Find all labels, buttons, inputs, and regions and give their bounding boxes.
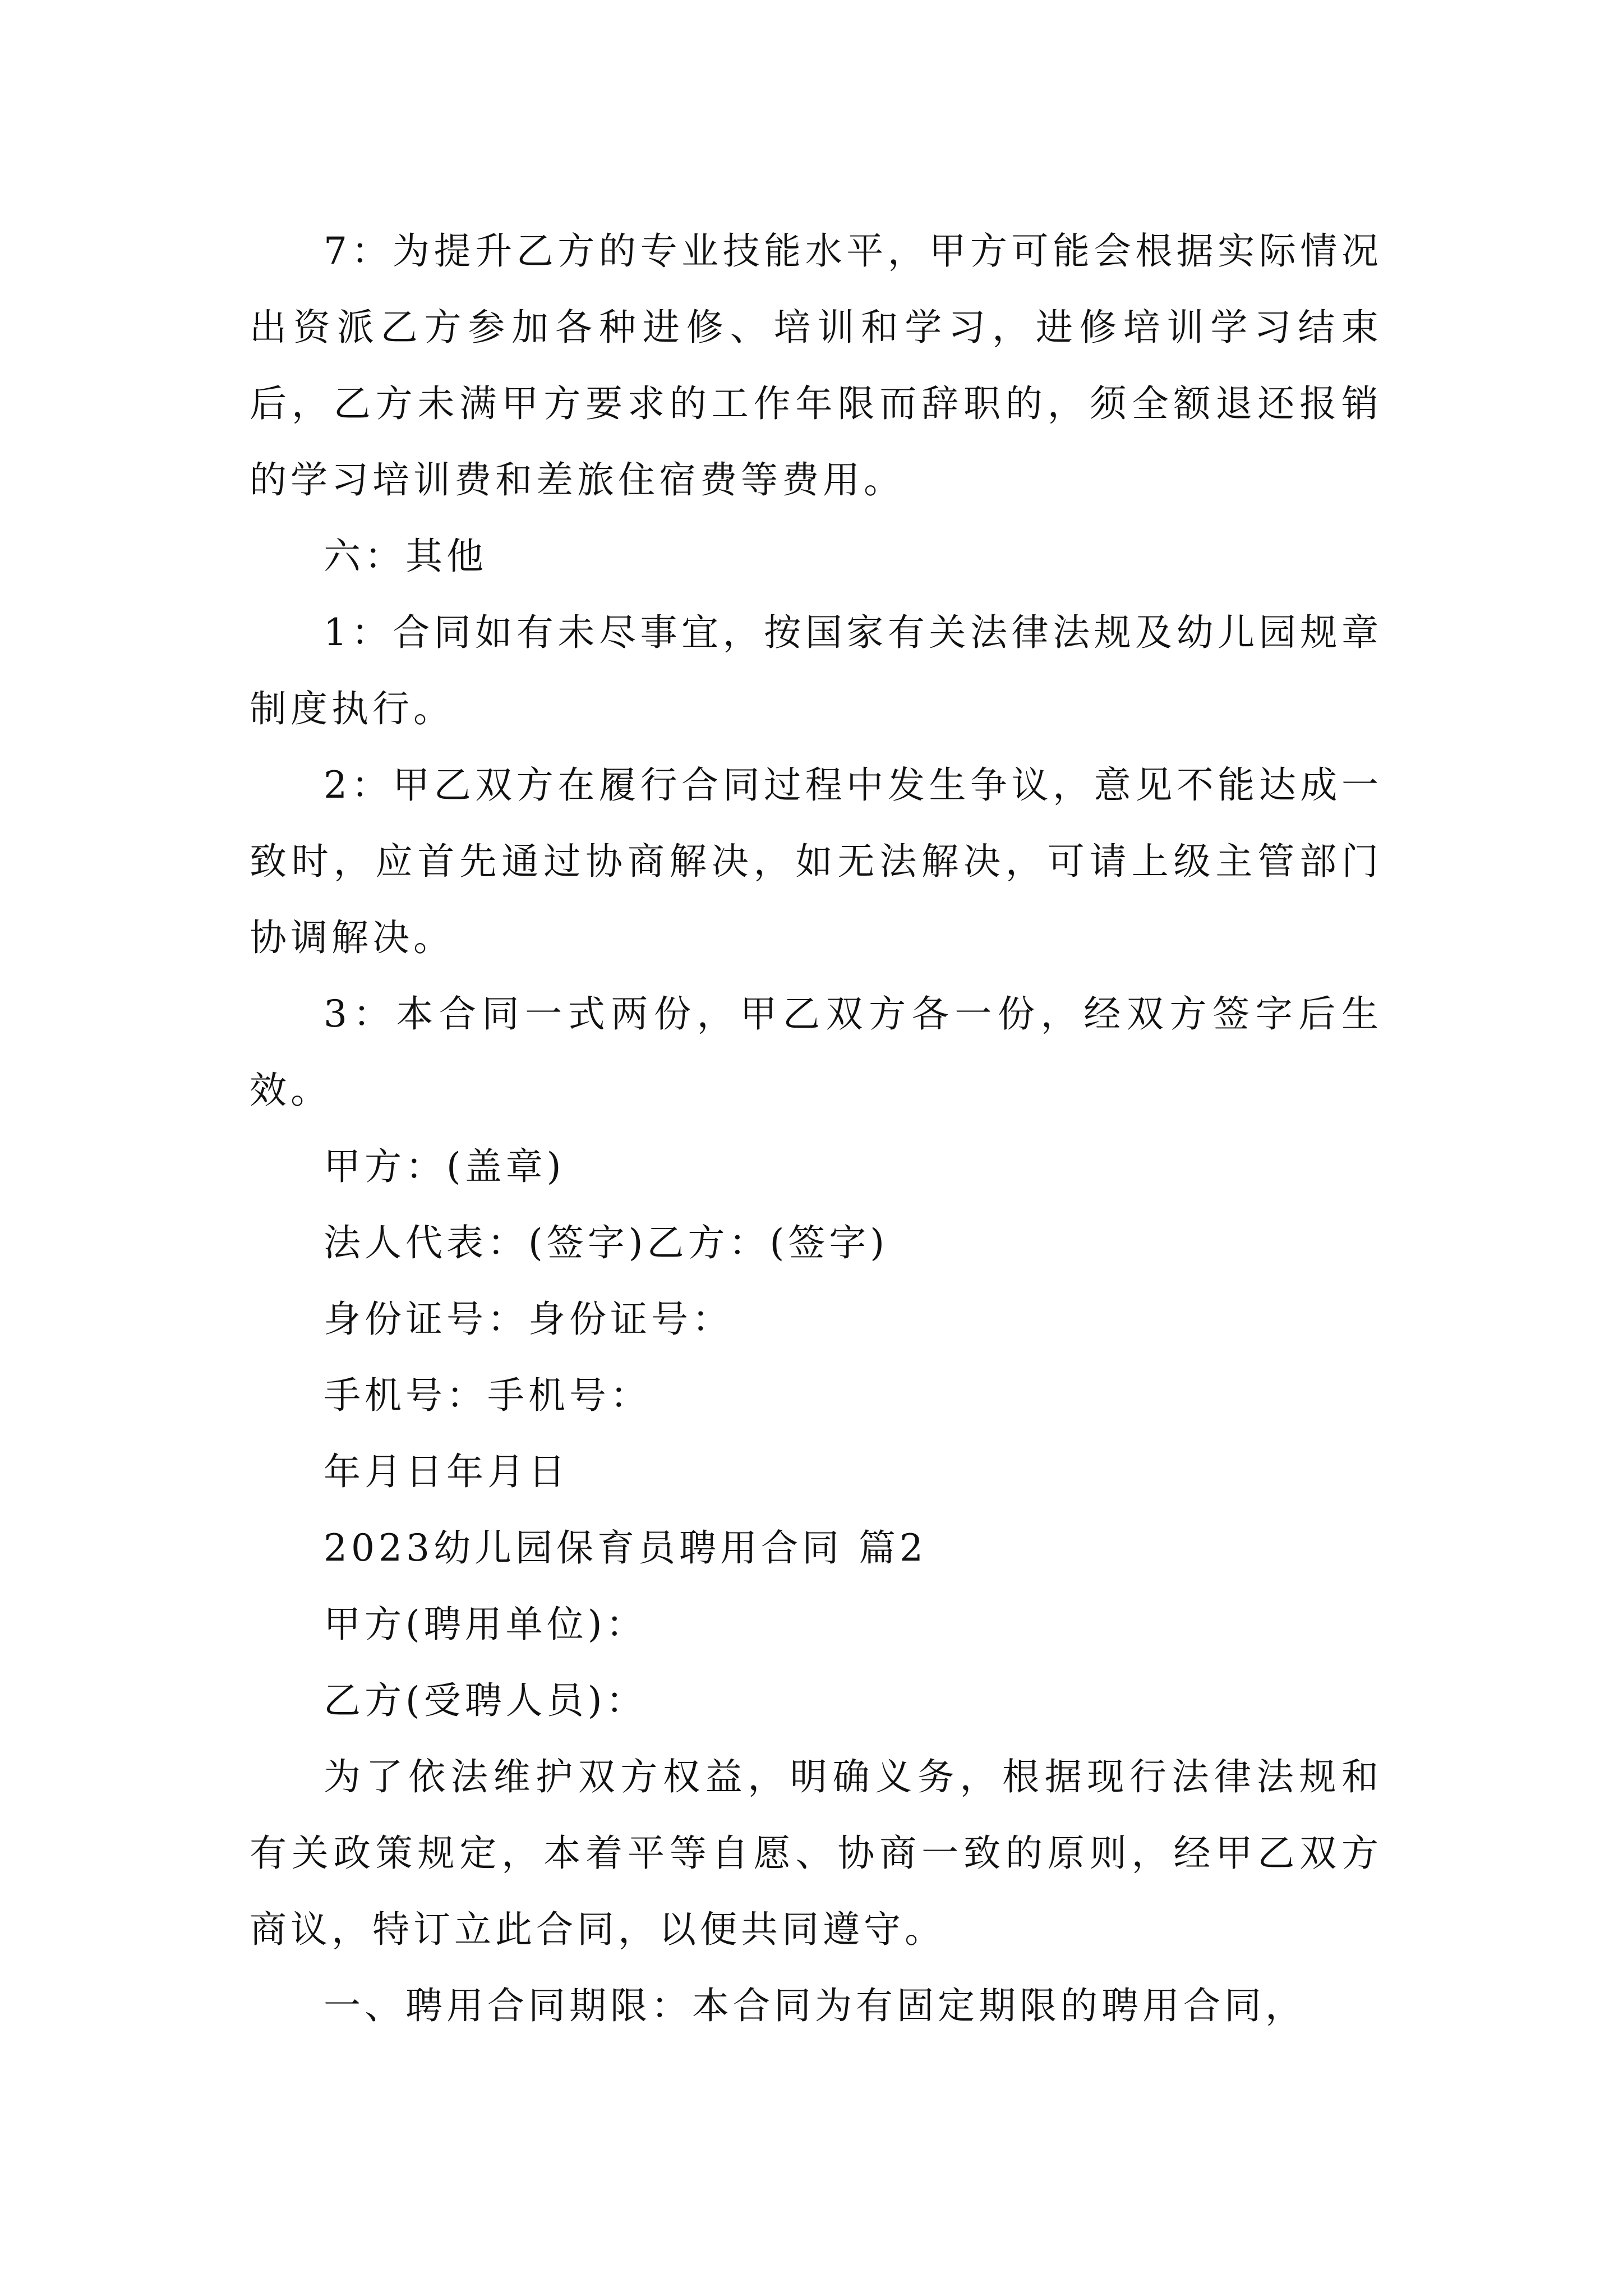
paragraph-clause-3: 3：本合同一式两份，甲乙双方各一份，经双方签字后生效。 bbox=[250, 992, 1382, 1112]
document-body bbox=[250, 213, 1382, 2044]
party-a-employer-line: 甲方(聘用单位)： bbox=[324, 1603, 647, 1646]
contract-title-2: 2023幼儿园保育员聘用合同 篇2 bbox=[324, 1526, 927, 1570]
date-line: 年月日年月日 bbox=[324, 1450, 569, 1493]
party-a-seal-line: 甲方：(盖章) bbox=[324, 1145, 565, 1188]
paragraph-preamble: 为了依法维护双方权益，明确义务，根据现行法律法规和有关政策规定，本着平等自愿、协商一致的原则，经甲乙双方商议，特订立此合同，以便共同遵守。 bbox=[250, 1755, 1382, 1951]
paragraph-clause-2: 2：甲乙双方在履行合同过程中发生争议，意见不能达成一致时，应首先通过协商解决，如无法解决，可请上级主管部门协调解决。 bbox=[250, 763, 1382, 959]
id-number-line: 身份证号：身份证号： bbox=[324, 1297, 733, 1341]
section-heading-other: 六：其他 bbox=[324, 535, 487, 578]
paragraph-contract-term: 一、聘用合同期限：本合同为有固定期限的聘用合同， bbox=[324, 1984, 1306, 2027]
party-b-employee-line: 乙方(受聘人员)： bbox=[324, 1679, 647, 1722]
phone-number-line: 手机号：手机号： bbox=[324, 1374, 651, 1417]
paragraph-training-refund: 7：为提升乙方的专业技能水平，甲方可能会根据实际情况出资派乙方参加各种进修、培训和学习，进修培训学习结束后，乙方未满甲方要求的工作年限而辞职的，须全额退还报销的学习培训费和差旅住宿费等费用。 bbox=[250, 229, 1382, 501]
signature-line: 法人代表：(签字)乙方：(签字) bbox=[324, 1221, 888, 1264]
paragraph-clause-1: 1：合同如有未尽事宜，按国家有关法律法规及幼儿园规章制度执行。 bbox=[250, 611, 1382, 730]
